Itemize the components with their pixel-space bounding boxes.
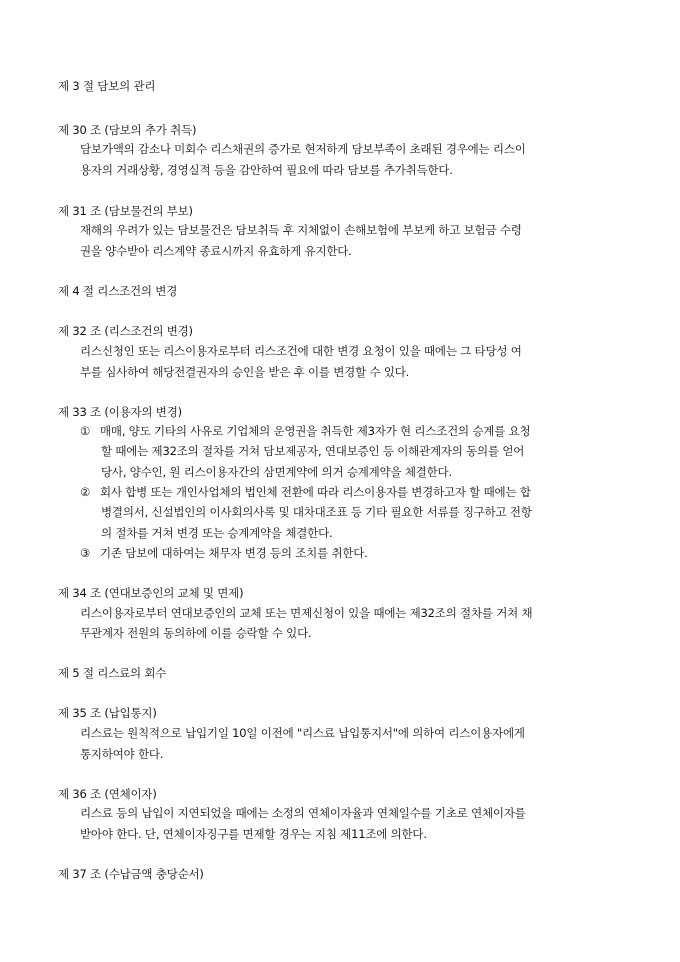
article-text: 무관계자 전원의 동의하에 이를 승락할 수 있다. bbox=[80, 626, 312, 640]
item-text: 병결의서, 신설법인의 이사회의사록 및 대차대조표 등 기타 필요한 서류를 징구하고 전항 bbox=[101, 505, 532, 519]
article-text: 리스료는 원칙적으로 납입기일 10일 이전에 "리스료 납입통지서"에 의하여 리스이용자에게 bbox=[80, 726, 525, 740]
article-heading: 제 34 조 (연대보증인의 교체 및 면제) bbox=[58, 586, 244, 600]
section-heading: 제 3 절 담보의 관리 bbox=[58, 79, 156, 93]
article-heading: 제 31 조 (담보물건의 부보) bbox=[58, 204, 193, 218]
section-heading: 제 4 절 리스조건의 변경 bbox=[58, 284, 178, 298]
article-text: 담보가액의 감소나 미회수 리스채권의 증가로 현저하게 담보부족이 초래된 경우에는 리스이 bbox=[80, 142, 526, 156]
article-text: 권을 양수받아 리스계약 종료시까지 유효하게 유지한다. bbox=[80, 244, 352, 258]
item-marker: ② bbox=[80, 485, 91, 499]
article-heading: 제 33 조 (이용자의 변경) bbox=[58, 405, 182, 419]
article-heading: 제 30 조 (담보의 추가 취득) bbox=[58, 123, 197, 137]
article-heading: 제 37 조 (수납금액 충당순서) bbox=[58, 867, 204, 881]
list-item bbox=[80, 423, 530, 439]
article-text: 리스신청인 또는 리스이용자로부터 리스조건에 대한 변경 요청이 있을 때에는 그 타당성 여 bbox=[80, 344, 522, 358]
article-heading: 제 35 조 (납입통지) bbox=[58, 706, 157, 720]
item-marker: ③ bbox=[80, 546, 91, 560]
item-text: 당사, 양수인, 원 리스이용자간의 삼면계약에 의거 승계계약을 체결한다. bbox=[101, 465, 452, 479]
item-text: 기존 담보에 대하여는 채무자 변경 등의 조치를 취한다. bbox=[100, 546, 368, 560]
item-text: 할 때에는 제32조의 절차를 거쳐 담보제공자, 연대보증인 등 이해관계자의 동의를 얻어 bbox=[101, 444, 525, 458]
article-text: 용자의 거래상황, 경영실적 등을 감안하여 필요에 따라 담보를 추가취득한다. bbox=[80, 163, 453, 177]
item-text: 의 절차를 거쳐 변경 또는 승계계약을 체결한다. bbox=[101, 526, 333, 540]
article-text: 부를 심사하여 해당전결권자의 승인을 받은 후 이를 변경할 수 있다. bbox=[80, 365, 410, 379]
article-text: 리스료 등의 납입이 지연되었을 때에는 소정의 연체이자율과 연체일수를 기초로 연체이자를 bbox=[80, 806, 526, 820]
article-heading: 제 36 조 (연체이자) bbox=[58, 787, 157, 801]
list-item bbox=[80, 545, 368, 561]
article-heading: 제 32 조 (리스조건의 변경) bbox=[58, 324, 193, 338]
item-text: 매매, 양도 기타의 사유로 기업체의 운영권을 취득한 제3자가 현 리스조건의 승계를 요청 bbox=[100, 424, 531, 438]
section-heading: 제 5 절 리스료의 회수 bbox=[58, 666, 167, 680]
list-item bbox=[80, 484, 531, 500]
article-text: 받아야 한다. 단, 연체이자징구를 면제할 경우는 지침 제11조에 의한다. bbox=[80, 827, 427, 841]
article-text: 재해의 우려가 있는 담보물건은 담보취득 후 지체없이 손해보험에 부보케 하고 보험금 수령 bbox=[80, 223, 522, 237]
item-text: 회사 합병 또는 개인사업체의 법인체 전환에 따라 리스이용자를 변경하고자 할 때에는 합 bbox=[100, 485, 531, 499]
article-text: 리스이용자로부터 연대보증인의 교체 또는 면제신청이 있을 때에는 제32조의 절차를 거쳐 채 bbox=[80, 606, 533, 620]
article-text: 통지하여야 한다. bbox=[80, 747, 164, 761]
item-marker: ① bbox=[80, 424, 91, 438]
